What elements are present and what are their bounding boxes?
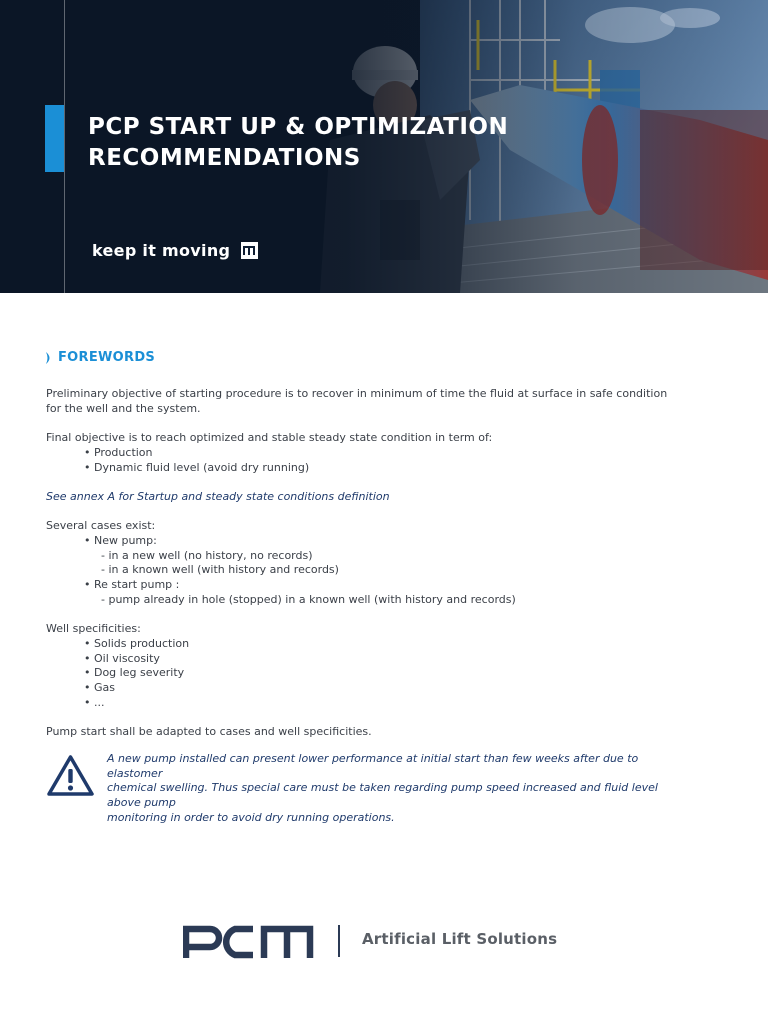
- annex-note: See annex A for Startup and steady state conditions definition: [46, 489, 390, 503]
- paragraph-line: for the well and the system.: [46, 401, 201, 415]
- paragraph-line: Final objective is to reach optimized and stable steady state condition in term of:: [46, 431, 493, 445]
- title-line-1: PCP START UP & OPTIMIZATION: [88, 114, 509, 140]
- paragraph-line: Pump start shall be adapted to cases and well specificities.: [46, 725, 372, 739]
- list-item: • ...: [84, 695, 105, 709]
- pcm-logo: [183, 925, 315, 959]
- warning-line: monitoring in order to avoid dry running operations.: [107, 810, 395, 824]
- tagline: [92, 241, 258, 260]
- list-item: • Dynamic fluid level (avoid dry running): [84, 460, 310, 474]
- chevron-right-icon: [46, 352, 53, 364]
- header-divider-line: [64, 0, 65, 293]
- accent-bar: [45, 105, 64, 172]
- title-line-2: RECOMMENDATIONS: [88, 145, 361, 171]
- body-content: [46, 387, 696, 740]
- warning-triangle-icon: [46, 754, 95, 797]
- list-item: • Dog leg severity: [84, 666, 185, 680]
- page-title: [88, 112, 548, 174]
- paragraph-line: Several cases exist:: [46, 519, 156, 533]
- paragraph-line: Preliminary objective of starting procedure is to recover in minimum of time the fluid at surface in safe condition: [46, 387, 668, 400]
- footer-separator: [338, 925, 340, 957]
- list-item: • Re start pump :: [84, 578, 180, 592]
- warning-line: chemical swelling. Thus special care must be taken regarding pump speed increased and fluid level above pump: [107, 781, 658, 810]
- section-title: FOREWORDS: [58, 350, 156, 365]
- list-item: • Production: [84, 445, 153, 459]
- paragraph-line: Well specificities:: [46, 622, 141, 636]
- list-item: • Oil viscosity: [84, 651, 160, 665]
- sub-list-item: - in a known well (with history and records): [101, 563, 339, 577]
- sub-list-item: - pump already in hole (stopped) in a known well (with history and records): [101, 592, 516, 606]
- pcm-mini-logo-icon: [241, 242, 258, 259]
- warning-line: A new pump installed can present lower performance at initial start than few weeks after due to elastomer: [107, 752, 639, 780]
- list-item: • Gas: [84, 681, 115, 694]
- sub-list-item: - in a new well (no history, no records): [101, 548, 313, 562]
- warning-text: [107, 752, 695, 826]
- list-item: • New pump:: [84, 533, 157, 547]
- tagline-text: keep it moving: [92, 241, 231, 260]
- header-banner: [0, 0, 768, 293]
- list-item: • Solids production: [84, 636, 190, 650]
- section-heading: [46, 350, 155, 365]
- footer-tagline: Artificial Lift Solutions: [362, 930, 558, 948]
